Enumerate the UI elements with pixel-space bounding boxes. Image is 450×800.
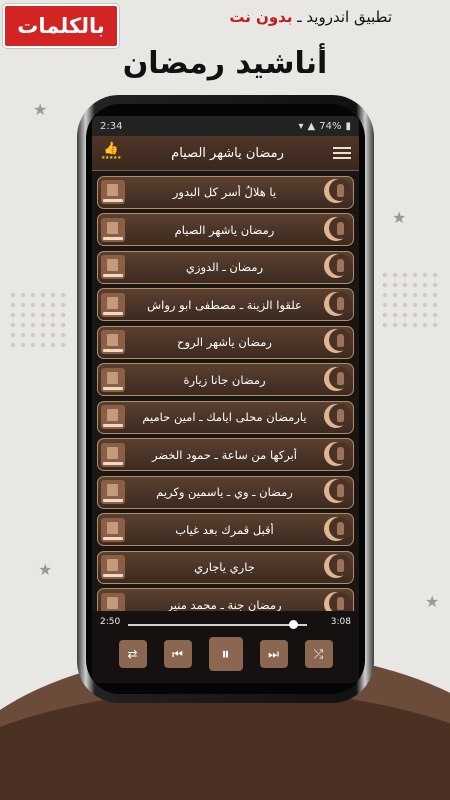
- repeat-button[interactable]: ⇄: [119, 640, 147, 668]
- crescent-lantern-icon: [324, 516, 350, 544]
- thumbs-up-icon[interactable]: 👍 ★★★★★: [101, 141, 121, 161]
- app-bar-title: رمضان ياشهر الصيام: [171, 145, 284, 161]
- list-item[interactable]: [97, 176, 354, 209]
- player-bar: [92, 611, 359, 683]
- list-item[interactable]: [97, 476, 354, 509]
- crescent-lantern-icon: [324, 441, 350, 469]
- song-title: رمضان ـ الدوزي: [185, 260, 264, 274]
- shuffle-button[interactable]: ⤮: [305, 640, 333, 668]
- previous-button[interactable]: ⏮: [164, 640, 192, 668]
- song-title: رمضان جنة ـ محمد منير: [167, 597, 282, 612]
- book-icon: [101, 293, 125, 317]
- crescent-lantern-icon: [324, 178, 350, 206]
- list-item[interactable]: [97, 551, 354, 584]
- song-title: رمضان جانا زيارة: [183, 372, 266, 387]
- song-title: جاري ياجاري: [194, 560, 255, 574]
- battery-icon: ▮: [345, 120, 351, 132]
- book-icon: [101, 180, 125, 204]
- song-title: علقوا الزينة ـ مصطفى ابو رواش: [147, 297, 302, 312]
- star-icon: ★: [392, 208, 407, 227]
- song-title: أقبل قمرك بعد غياب: [175, 522, 274, 537]
- pause-button[interactable]: ⏸: [209, 637, 243, 671]
- crescent-lantern-icon: [324, 291, 350, 319]
- book-icon: [101, 518, 125, 542]
- star-icon: ★: [38, 560, 53, 579]
- book-icon: [101, 555, 125, 579]
- next-button[interactable]: ⏭: [260, 640, 288, 668]
- crescent-lantern-icon: [324, 216, 350, 244]
- list-item[interactable]: [97, 363, 354, 396]
- book-icon: [101, 330, 125, 354]
- status-bar: [92, 116, 359, 136]
- wifi-icon: ▾: [298, 120, 304, 132]
- book-icon: [101, 368, 125, 392]
- book-icon: [101, 218, 125, 242]
- book-icon: [101, 255, 125, 279]
- list-item[interactable]: [97, 213, 354, 246]
- crescent-lantern-icon: [324, 366, 350, 394]
- song-title: يارمضان محلى ايامك ـ امين حاميم: [142, 410, 307, 424]
- song-title: أبركها من ساعة ـ حمود الخضر: [151, 447, 297, 462]
- list-item[interactable]: [97, 401, 354, 434]
- crescent-lantern-icon: [324, 403, 350, 431]
- crescent-lantern-icon: [324, 553, 350, 581]
- dot-pattern: [8, 290, 68, 350]
- app-bar: [92, 136, 359, 171]
- current-time: 2:50: [100, 617, 121, 627]
- song-title: رمضان ـ وي ـ ياسمين وكريم: [156, 485, 293, 499]
- song-title: رمضان ياشهر الروح: [177, 335, 272, 349]
- list-item[interactable]: [97, 326, 354, 359]
- app-screen: [92, 116, 359, 683]
- list-item[interactable]: [97, 251, 354, 284]
- dot-pattern: [380, 270, 440, 330]
- star-icon: ★: [33, 100, 48, 119]
- seek-bar[interactable]: [128, 624, 307, 626]
- seek-handle[interactable]: [289, 620, 298, 629]
- status-time: 2:34: [100, 120, 123, 132]
- crescent-lantern-icon: [324, 328, 350, 356]
- list-item[interactable]: [97, 513, 354, 546]
- page-title: أناشيد رمضان: [122, 46, 328, 81]
- song-title: يا هلالُ أسر كل البدور: [172, 185, 277, 199]
- book-icon: [101, 405, 125, 429]
- list-item[interactable]: [97, 438, 354, 471]
- total-time: 3:08: [330, 617, 351, 627]
- promo-line: تطبيق اندرويد ـ بدون نت: [229, 8, 392, 26]
- song-title: رمضان ياشهر الصيام: [174, 222, 275, 237]
- song-list: [92, 176, 359, 622]
- brand-badge: بالكلمات: [3, 4, 119, 48]
- star-icon: ★: [425, 592, 440, 611]
- book-icon: [101, 443, 125, 467]
- signal-icon: ▲: [307, 120, 316, 132]
- battery-level: 74%: [319, 120, 342, 132]
- crescent-lantern-icon: [324, 478, 350, 506]
- menu-icon[interactable]: [333, 147, 351, 159]
- book-icon: [101, 480, 125, 504]
- crescent-lantern-icon: [324, 253, 350, 281]
- list-item[interactable]: [97, 288, 354, 321]
